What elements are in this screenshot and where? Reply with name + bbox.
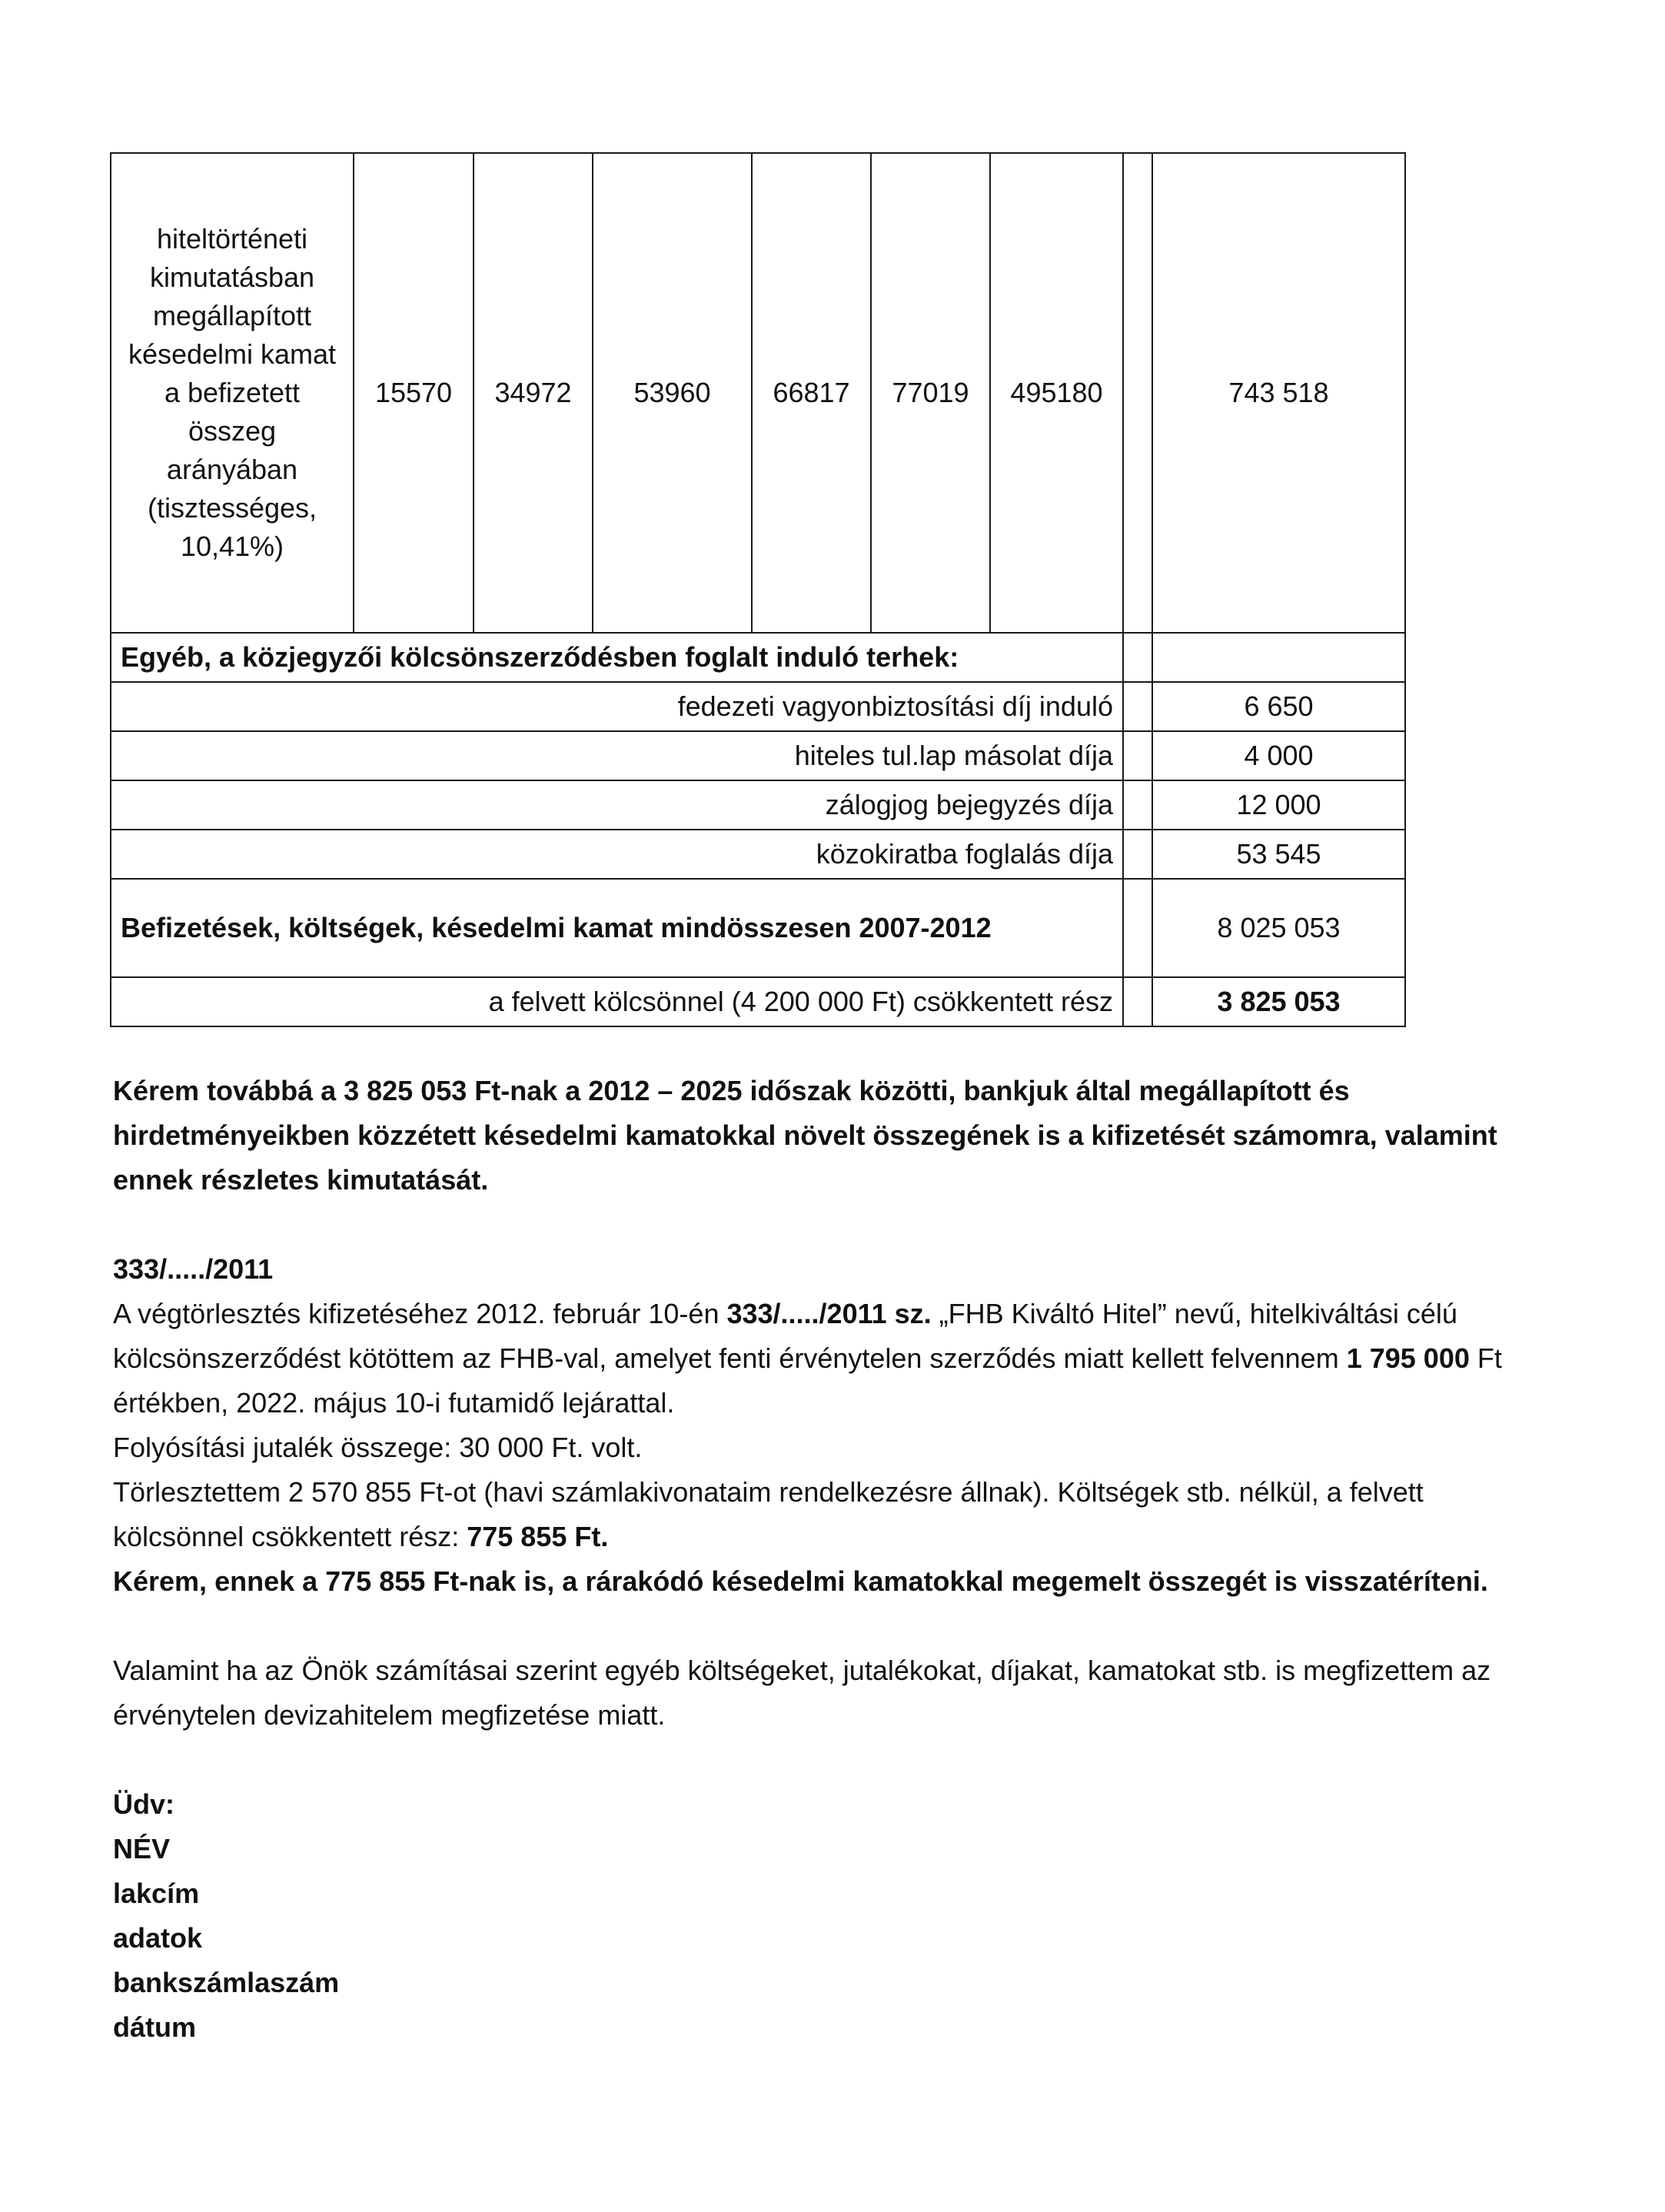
label-line: megállapított [152, 300, 312, 331]
paragraph-gap [113, 1738, 1558, 1782]
spacer-cell [1123, 879, 1152, 977]
refund-request-paragraph: Kérem, ennek a 775 855 Ft-nak is, a rárakódó késedelmi kamatokkal megemelt összegét is visszatéríteni. [113, 1565, 1488, 1597]
year-value-cell: 77019 [871, 153, 990, 633]
charge-label: hiteles tul.lap másolat díja [111, 731, 1123, 780]
other-charges-header: Egyéb, a közjegyzői kölcsönszerződésben foglalt induló terhek: [111, 633, 1123, 682]
charge-row [111, 780, 1405, 830]
spacer-cell [1123, 830, 1152, 879]
contract-number: 333/...../2011 sz. [726, 1298, 932, 1329]
charge-row [111, 830, 1405, 879]
other-charges-header-row [111, 633, 1405, 682]
charge-row [111, 731, 1405, 780]
charge-label: fedezeti vagyonbiztosítási díj induló [111, 682, 1123, 731]
late-interest-label [111, 153, 354, 633]
contract-text: „FHB Kiváltó Hitel” nevű, hitelkiváltási célú kölcsönszerződést kötöttem az FHB-val, amelyet fenti érvénytelen szerződés miatt kellett felvennem [113, 1298, 1457, 1374]
year-value-cell: 34972 [474, 153, 593, 633]
spacer-cell [1123, 633, 1152, 682]
contract-reference-heading: 333/...../2011 [113, 1253, 274, 1285]
contract-paragraph [113, 1292, 1558, 1425]
label-line: késedelmi kamat [128, 338, 337, 370]
grand-total-value: 8 025 053 [1152, 879, 1405, 977]
repayment-paragraph [113, 1470, 1558, 1559]
reduced-amount-label: a felvett kölcsönnel (4 200 000 Ft) csökkentett rész [111, 977, 1123, 1026]
charge-value: 53 545 [1152, 830, 1405, 879]
charge-value: 4 000 [1152, 731, 1405, 780]
reduced-amount-value: 3 825 053 [1152, 977, 1405, 1026]
reduced-part-amount: 775 855 Ft. [467, 1521, 609, 1552]
charge-label: zálogjog bejegyzés díja [111, 780, 1123, 830]
contract-text: Ft értékben, 2022. május 10-i futamidő lejárattal. [113, 1342, 1502, 1419]
closing-line: NÉV [113, 1833, 171, 1864]
year-value-cell: 495180 [990, 153, 1123, 633]
closing-line: dátum [113, 2011, 196, 2043]
repayment-text: Törlesztettem 2 570 855 Ft-ot (havi számlakivonataim rendelkezésre állnak). Költségek stb. nélkül, a felvett kölcsönnel csökkentett rész: [113, 1476, 1424, 1552]
late-interest-row [111, 153, 1405, 633]
label-line: hiteltörténeti [156, 223, 308, 254]
contract-text: A végtörlesztés kifizetéséhez 2012. február 10-én [113, 1298, 727, 1329]
closing-line: lakcím [113, 1878, 200, 1909]
label-line: összeg [188, 415, 277, 447]
charge-value: 6 650 [1152, 682, 1405, 731]
spacer-cell [1123, 977, 1152, 1026]
empty-total-cell [1152, 633, 1405, 682]
label-line: arányában [166, 454, 298, 485]
reduced-amount-row [111, 977, 1405, 1026]
spacer-cell [1123, 780, 1152, 830]
other-costs-paragraph: Valamint ha az Önök számításai szerint egyéb költségeket, jutalékokat, díjakat, kamatokat stb. is megfizettem az érvénytelen devizahitelem megfizetése miatt. [113, 1655, 1491, 1731]
spacer-cell [1123, 731, 1152, 780]
closing-line: Üdv: [113, 1788, 174, 1820]
paragraph-gap [113, 1604, 1558, 1648]
closing-line: bankszámlaszám [113, 1967, 340, 1998]
paragraph-gap [113, 1202, 1558, 1247]
late-interest-total: 743 518 [1152, 153, 1405, 633]
loan-amount: 1 795 000 [1346, 1342, 1470, 1374]
label-line: a befizetett [164, 377, 301, 408]
grand-total-row [111, 879, 1405, 977]
commission-paragraph: Folyósítási jutalék összege: 30 000 Ft. volt. [113, 1432, 643, 1463]
payments-table [110, 152, 1406, 1027]
charge-row [111, 682, 1405, 731]
label-line: kimutatásban [149, 261, 315, 293]
year-value-cell: 15570 [354, 153, 474, 633]
label-line: 10,41%) [180, 531, 284, 562]
charge-value: 12 000 [1152, 780, 1405, 830]
grand-total-label: Befizetések, költségek, késedelmi kamat mindösszesen 2007-2012 [111, 879, 1123, 977]
year-value-cell: 53960 [593, 153, 752, 633]
spacer-cell [1123, 682, 1152, 731]
interest-request-paragraph: Kérem továbbá a 3 825 053 Ft-nak a 2012 – 2025 időszak közötti, bankjuk által megállapított és hirdetményeikben közzétett késedelmi kamatokkal növelt összegének is a kifizetését számomra, valamint ennek részletes kimutatását. [113, 1075, 1497, 1196]
charge-label: közokiratba foglalás díja [111, 830, 1123, 879]
spacer-cell [1123, 153, 1152, 633]
closing-line: adatok [113, 1922, 203, 1954]
label-line: (tisztességes, [147, 492, 317, 524]
year-value-cell: 66817 [752, 153, 871, 633]
letter-body [113, 1069, 1558, 2050]
